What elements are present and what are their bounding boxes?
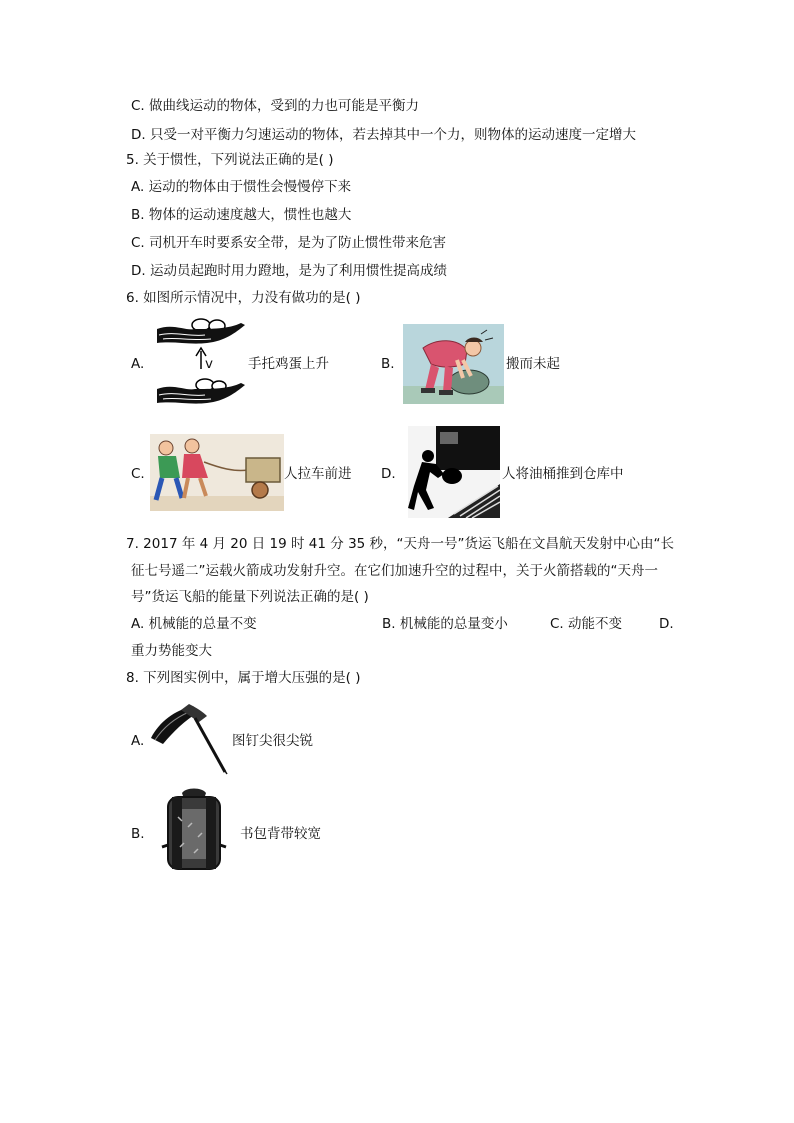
backpack-strap-icon <box>172 797 182 869</box>
barrel-icon <box>442 468 462 484</box>
q6-option-c-text: 人拉车前进 <box>284 466 352 482</box>
q7-option-a: A. 机械能的总量不变 <box>131 616 257 632</box>
backpack-figure <box>158 787 230 873</box>
head-icon <box>159 441 173 455</box>
children-pulling-cart-figure <box>150 434 284 511</box>
q7-option-d: D. <box>659 616 674 632</box>
q6-option-b-text: 搬而未起 <box>506 356 560 372</box>
head-icon <box>185 439 199 453</box>
q5-option-b: B. 物体的运动速度越大，惯性也越大 <box>131 207 352 223</box>
q6-option-d-letter: D. <box>381 466 396 482</box>
q6-option-b-letter: B. <box>381 356 395 372</box>
q8-option-a-letter: A. <box>131 733 145 749</box>
head-icon <box>465 340 481 356</box>
q5-option-d: D. 运动员起跑时用力蹬地，是为了利用惯性提高成绩 <box>131 263 447 279</box>
person-lifting-rock-figure <box>403 324 504 404</box>
q6-option-a-letter: A. <box>131 356 145 372</box>
thumbtack-figure <box>145 698 229 776</box>
q8-stem: 8. 下列图实例中，属于增大压强的是( ) <box>126 670 361 686</box>
q8-option-b-letter: B. <box>131 826 145 842</box>
q7-option-d-continued: 重力势能变大 <box>131 643 212 659</box>
q7-stem-line1: 7. 2017 年 4 月 20 日 19 时 41 分 35 秒，“天舟一号”货运飞船在文昌航天发射中心由“长 <box>126 536 675 552</box>
q8-option-a-text: 图钉尖很尖锐 <box>232 733 313 749</box>
q5-option-a: A. 运动的物体由于惯性会慢慢停下来 <box>131 179 352 195</box>
q5-stem: 5. 关于惯性，下列说法正确的是( ) <box>126 152 334 168</box>
wheel-icon <box>252 482 268 498</box>
cart-icon <box>246 458 280 482</box>
q7-stem-line2: 征七号遥二”运载火箭成功发射升空。在它们加速升空的过程中，关于火箭搭载的“天舟一 <box>131 563 658 579</box>
backpack-strap-icon <box>206 797 216 869</box>
q6-option-a-text: 手托鸡蛋上升 <box>248 356 329 372</box>
q7-stem-line3: 号”货运飞船的能量下列说法正确的是( ) <box>131 589 369 605</box>
q4-option-c: C. 做曲线运动的物体，受到的力也可能是平衡力 <box>131 98 420 114</box>
q6-option-d-text: 人将油桶推到仓库中 <box>502 466 624 482</box>
q6-stem: 6. 如图所示情况中，力没有做功的是( ) <box>126 290 361 306</box>
q6-option-c-letter: C. <box>131 466 145 482</box>
q7-option-b: B. 机械能的总量变小 <box>382 616 508 632</box>
q8-option-b-text: 书包背带较宽 <box>240 826 321 842</box>
velocity-label: v <box>205 356 213 372</box>
person-pushing-barrel-figure <box>408 426 500 518</box>
head-icon <box>422 450 434 462</box>
q5-option-c: C. 司机开车时要系安全带，是为了防止惯性带来危害 <box>131 235 447 251</box>
q4-option-d: D. 只受一对平衡力匀速运动的物体，若去掉其中一个力，则物体的运动速度一定增大 <box>131 127 636 143</box>
q7-option-c: C. 动能不变 <box>550 616 623 632</box>
hands-holding-eggs-figure <box>155 317 247 410</box>
